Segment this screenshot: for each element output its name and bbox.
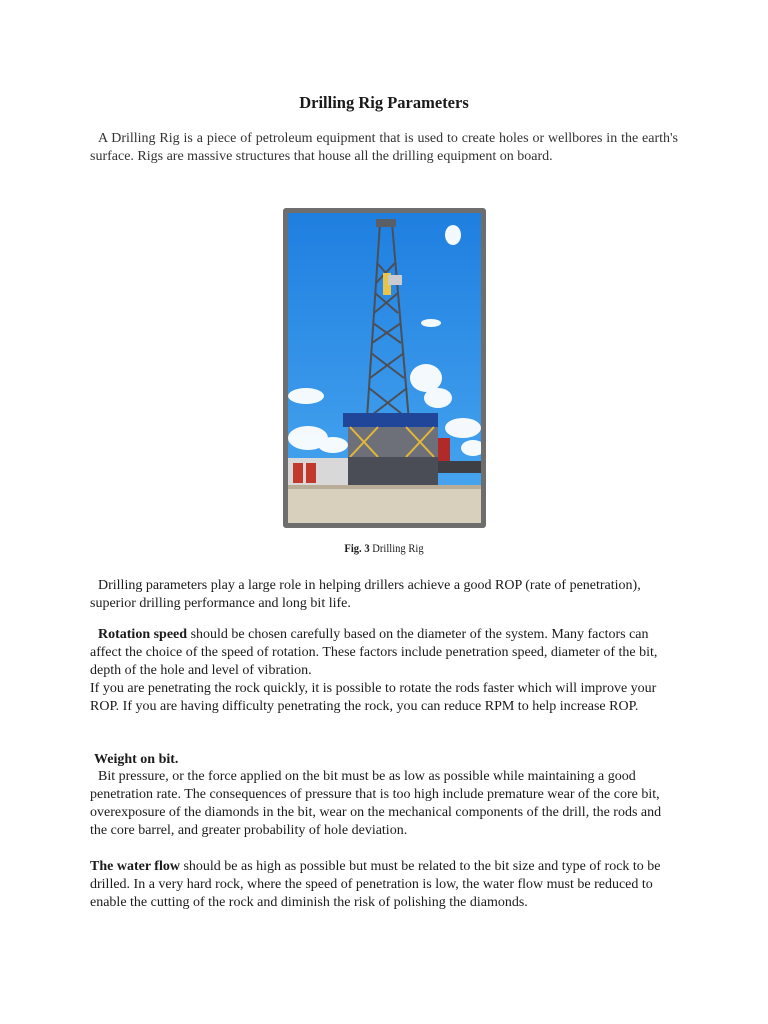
rotation-heading: Rotation speed	[98, 627, 188, 642]
weight-paragraph	[90, 768, 678, 840]
weight-text: Bit pressure, or the force applied on the bit must be as low as possible while maintaining a good penetration rate. The consequences of pressure that is too high include premature wear of the core bit, overexposure of the diamonds in the bit, wear on the mechanical components of the drill, the rods and the core barrel, and greater probability of hole deviation.	[90, 769, 662, 838]
rotation-paragraph	[90, 626, 678, 680]
figure-caption-label: Fig. 3	[344, 541, 370, 555]
drilling-rig-illustration	[288, 213, 481, 523]
water-paragraph	[90, 858, 678, 912]
figure-caption-text: Drilling Rig	[372, 541, 424, 555]
figure-caption	[46, 541, 722, 556]
intro-paragraph	[90, 130, 678, 166]
parameters-paragraph	[90, 577, 678, 613]
water-heading: The water flow	[90, 859, 180, 874]
rotation-followup-paragraph	[90, 680, 678, 716]
page-title: Drilling Rig Parameters	[299, 93, 469, 112]
drilling-rig-photo	[283, 208, 486, 528]
weight-heading: Weight on bit.	[94, 752, 179, 767]
weight-heading-line	[90, 751, 678, 769]
rotation-followup-text: If you are penetrating the rock quickly, it is possible to rotate the rods faster which will improve your ROP. If you are having difficulty penetrating the rock, you can reduce RPM to help increase ROP.	[90, 681, 657, 714]
intro-text: A Drilling Rig is a piece of petroleum equipment that is used to create holes or wellbores in the earth's surface. Rigs are massive structures that house all the drilling equipment on board.	[90, 131, 678, 164]
parameters-text: Drilling parameters play a large role in helping drillers achieve a good ROP (rate of penetration), superior drilling performance and long bit life.	[90, 578, 641, 611]
rotation-text: should be chosen carefully based on the diameter of the system. Many factors can affect the choice of the speed of rotation. These factors include penetration speed, diameter of the bit, depth of the hole and level of vibration.	[90, 627, 658, 678]
water-text: should be as high as possible but must be related to the bit size and type of rock to be drilled. In a very hard rock, where the speed of penetration is low, the water flow must be reduced to enable the cutting of the rock and diminish the risk of polishing the diamonds.	[90, 859, 661, 910]
